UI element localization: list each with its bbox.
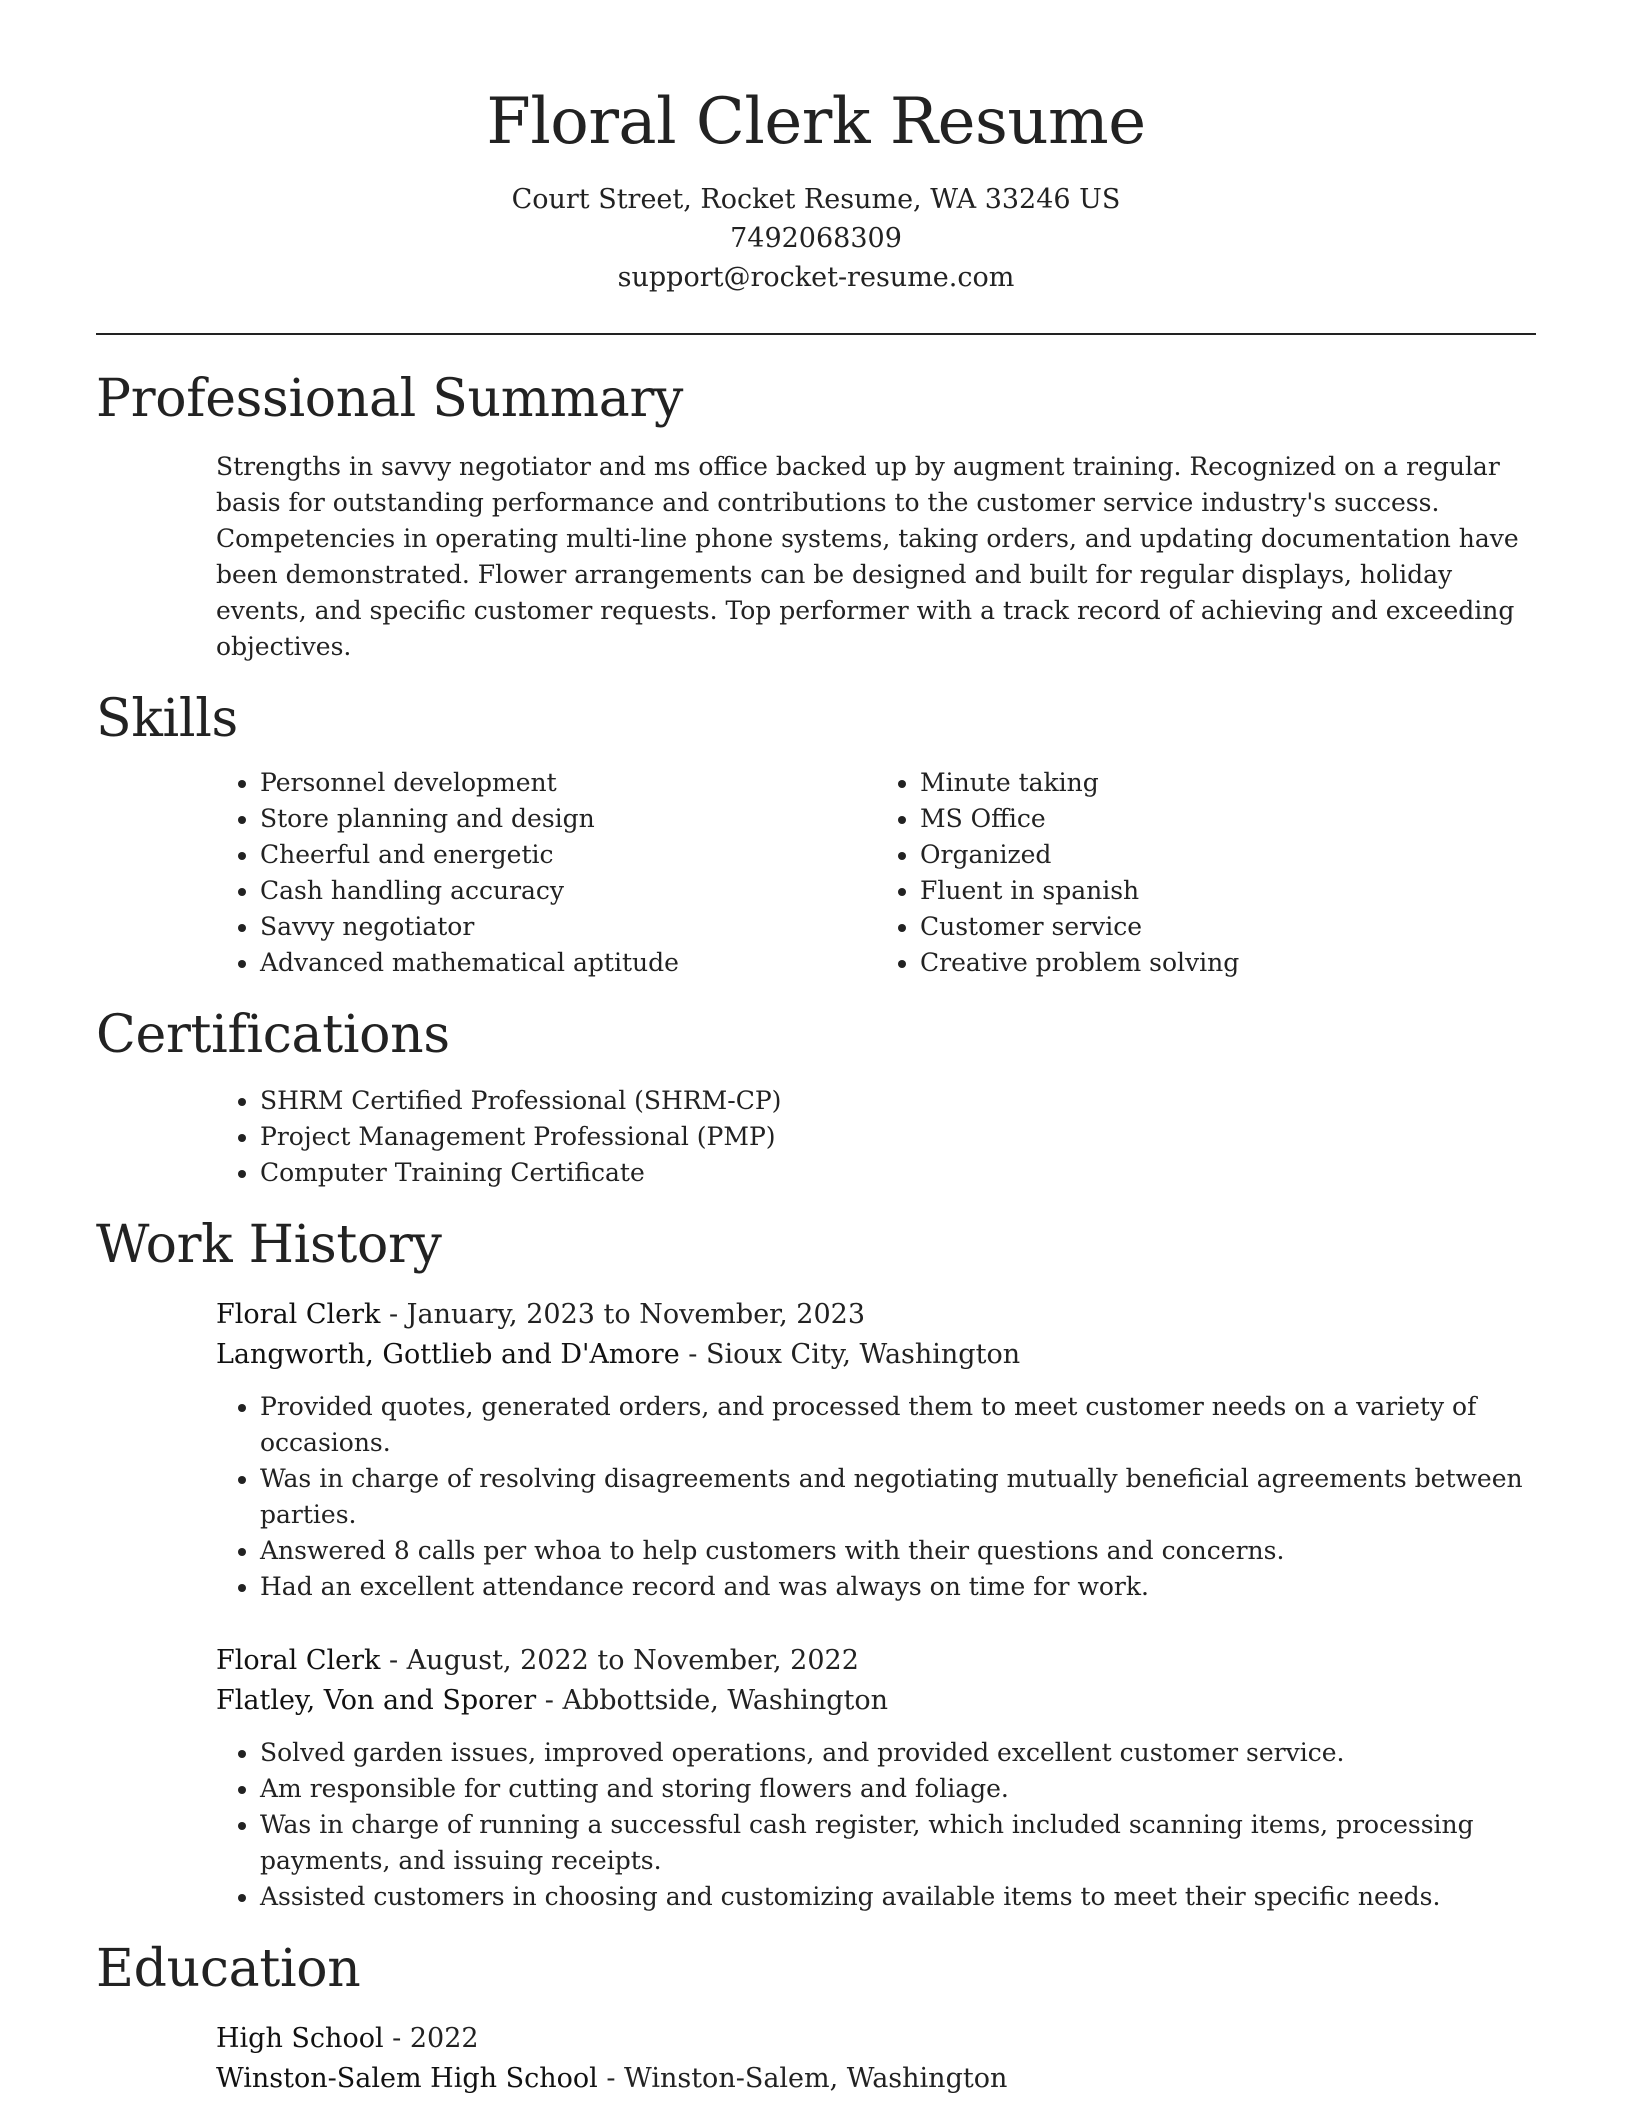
- job-title: Floral Clerk: [216, 1299, 381, 1330]
- job-company-line: [216, 1681, 1536, 1721]
- job-duty: • Had an excellent attendance record and was always on time for work.: [260, 1569, 1536, 1605]
- job-title-line: [216, 1295, 1536, 1335]
- job-company: Flatley, Von and Sporer: [216, 1685, 537, 1716]
- job-dates: - August, 2022 to November, 2022: [380, 1645, 859, 1676]
- job-duty: • Solved garden issues, improved operations, and provided excellent customer service.: [260, 1735, 1536, 1771]
- skills-list-right: [876, 765, 1536, 981]
- skill-item: • Store planning and design: [260, 801, 876, 837]
- skills-heading: Skills: [96, 689, 238, 749]
- summary-section: [96, 367, 1536, 665]
- skills-grid: [216, 765, 1536, 981]
- education-section: [96, 1937, 1536, 2099]
- skill-item: • Savvy negotiator: [260, 909, 876, 945]
- job-duty: • Answered 8 calls per whoa to help customers with their questions and concerns.: [260, 1533, 1536, 1569]
- education-degree: High School: [216, 2023, 384, 2054]
- email: support@rocket-resume.com: [617, 262, 1015, 293]
- skill-item: • Personnel development: [260, 765, 876, 801]
- header-divider: [96, 333, 1536, 335]
- work-history-section: [96, 1213, 1536, 1915]
- job-company: Langworth, Gottlieb and D'Amore: [216, 1339, 680, 1370]
- certifications-section: [96, 1003, 1536, 1191]
- job-duty: • Was in charge of running a successful cash register, which included scanning items, processing payments, and issuing receipts.: [260, 1807, 1536, 1879]
- skill-item: • Fluent in spanish: [920, 873, 1536, 909]
- job-location: - Sioux City, Washington: [679, 1339, 1021, 1370]
- job-duty: • Was in charge of resolving disagreements and negotiating mutually beneficial agreements between parties.: [260, 1461, 1536, 1533]
- job-title: Floral Clerk: [216, 1645, 381, 1676]
- certification-item: • Project Management Professional (PMP): [260, 1119, 1536, 1155]
- skill-item: • Minute taking: [920, 765, 1536, 801]
- job-duties: [216, 1735, 1536, 1915]
- summary-text: Strengths in savvy negotiator and ms office backed up by augment training. Recognized on a regular basis for outstanding performance and contributions to the customer service industry's success. Competencies in operating multi-line phone systems, taking orders, and updating documentation have been demonstrated. Flower arrangements can be designed and built for regular displays, holiday events, and specific customer requests. Top performer with a track record of achieving and exceeding objectives.: [216, 452, 1519, 661]
- education-school: Winston-Salem High School: [216, 2063, 598, 2094]
- education-year: - 2022: [383, 2023, 479, 2054]
- job-company-line: [216, 1335, 1536, 1375]
- job-duty: • Provided quotes, generated orders, and processed them to meet customer needs on a variety of occasions.: [260, 1389, 1536, 1461]
- education-degree-line: [216, 2019, 1536, 2059]
- skill-item: • Cash handling accuracy: [260, 873, 876, 909]
- job-entry: [216, 1641, 1536, 1915]
- summary-heading: Professional Summary: [96, 369, 684, 429]
- skill-item: • Customer service: [920, 909, 1536, 945]
- page-title: Floral Clerk Resume: [486, 85, 1146, 159]
- work-history-heading: Work History: [96, 1215, 442, 1275]
- job-entry: [216, 1295, 1536, 1605]
- phone: 7492068309: [730, 223, 902, 254]
- contact-info: [96, 180, 1536, 297]
- skills-section: [96, 687, 1536, 981]
- job-title-line: [216, 1641, 1536, 1681]
- education-entry: [216, 2019, 1536, 2099]
- job-dates: - January, 2023 to November, 2023: [380, 1299, 865, 1330]
- resume-header: [96, 78, 1536, 297]
- job-duties: [216, 1389, 1536, 1605]
- skill-item: • Organized: [920, 837, 1536, 873]
- address: Court Street, Rocket Resume, WA 33246 US: [511, 184, 1121, 215]
- certification-item: • SHRM Certified Professional (SHRM-CP): [260, 1083, 1536, 1119]
- certifications-list: [216, 1083, 1536, 1191]
- certification-item: • Computer Training Certificate: [260, 1155, 1536, 1191]
- education-location: - Winston-Salem, Washington: [597, 2063, 1008, 2094]
- education-heading: Education: [96, 1939, 361, 1999]
- job-duty: • Am responsible for cutting and storing flowers and foliage.: [260, 1771, 1536, 1807]
- skill-item: • Advanced mathematical aptitude: [260, 945, 876, 981]
- skill-item: • Cheerful and energetic: [260, 837, 876, 873]
- skill-item: • Creative problem solving: [920, 945, 1536, 981]
- skill-item: • MS Office: [920, 801, 1536, 837]
- education-school-line: [216, 2059, 1536, 2099]
- certifications-heading: Certifications: [96, 1005, 450, 1065]
- job-duty: • Assisted customers in choosing and customizing available items to meet their specific needs.: [260, 1879, 1536, 1915]
- skills-list-left: [216, 765, 876, 981]
- job-location: - Abbottside, Washington: [536, 1685, 888, 1716]
